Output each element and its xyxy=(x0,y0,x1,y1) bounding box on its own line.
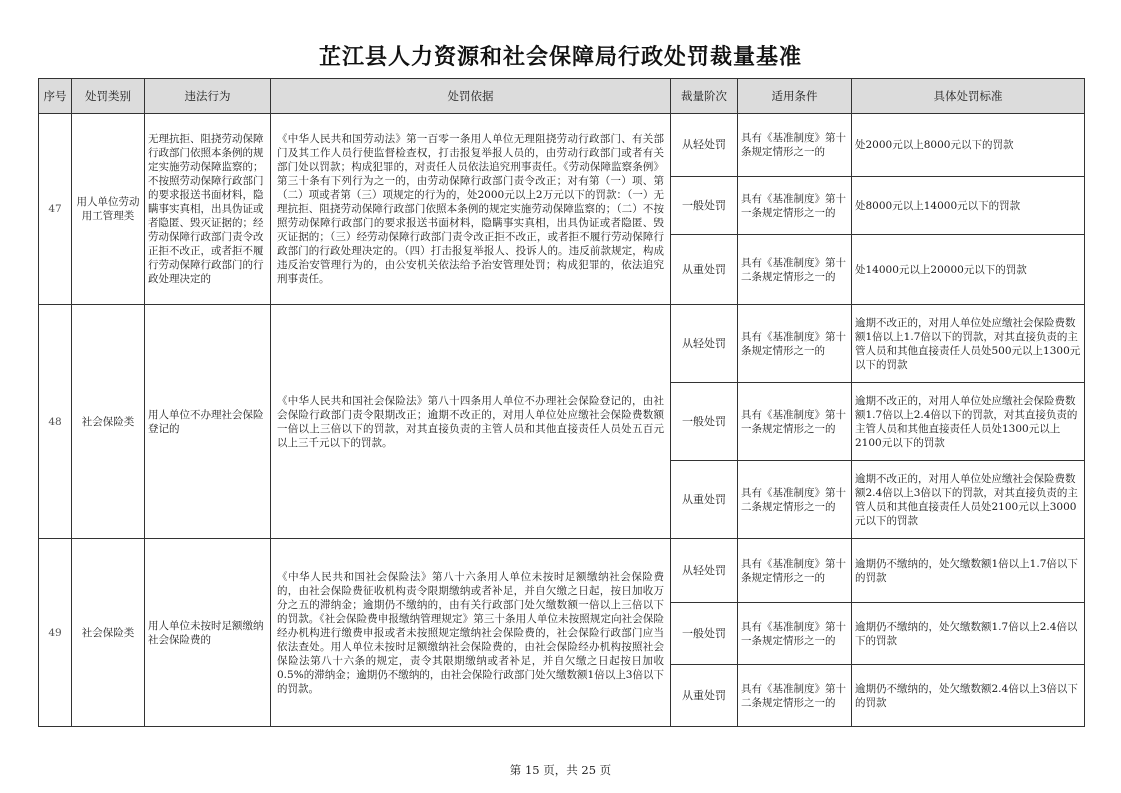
row-basis: 《中华人民共和国劳动法》第一百零一条用人单位无理阻挠劳动行政部门、有关部门及其工作人员行使监督检查权，打击报复举报人员的，由劳动行政部门或者有关部门处以罚款；构成犯罪的，对责任人员依法追究刑事责任。《劳动保障监察条例》第三十条有下列行为之一的，由劳动保障行政部门责令改正；对有第（一）项、第（二）项或者第（三）项规定的行为的，处2000元以上2万元以下的罚款：（一）无理抗拒、阻挠劳动保障行政部门依照本条例的规定实施劳动保障监察的；（二）不按照劳动保障行政部门的要求报送书面材料，隐瞒事实真相，出具伪证或者隐匿、毁灭证据的；（三）经劳动保障行政部门责令改正拒不改正，或者拒不履行劳动保障行政部门的行政处理决定的。（四）打击报复举报人、投诉人的。违反前款规定，构成违反治安管理行为的，由公安机关依法给予治安管理处罚；构成犯罪的，依法追究刑事责任。 xyxy=(271,114,671,305)
level-cell: 从重处罚 xyxy=(671,235,738,305)
row-number: 48 xyxy=(39,305,72,539)
condition-cell: 具有《基准制度》第十一条规定情形之一的 xyxy=(738,603,852,665)
condition-cell: 具有《基准制度》第十二条规定情形之一的 xyxy=(738,235,852,305)
standard-cell: 逾期仍不缴纳的，处欠缴数额1.7倍以上2.4倍以下的罚款 xyxy=(852,603,1085,665)
standard-cell: 处2000元以上8000元以下的罚款 xyxy=(852,114,1085,177)
standard-cell: 处14000元以上20000元以下的罚款 xyxy=(852,235,1085,305)
table-row xyxy=(39,114,1085,177)
table-row xyxy=(39,539,1085,603)
penalty-table xyxy=(38,78,1085,727)
level-cell: 一般处罚 xyxy=(671,603,738,665)
standard-cell: 逾期仍不缴纳的，处欠缴数额1倍以上1.7倍以下的罚款 xyxy=(852,539,1085,603)
row-number: 49 xyxy=(39,539,72,727)
header-category: 处罚类别 xyxy=(72,79,145,114)
condition-cell: 具有《基准制度》第十条规定情形之一的 xyxy=(738,539,852,603)
page-footer: 第 15 页，共 25 页 xyxy=(509,763,612,777)
header-level: 裁量阶次 xyxy=(671,79,738,114)
condition-cell: 具有《基准制度》第十二条规定情形之一的 xyxy=(738,665,852,727)
header-row xyxy=(39,79,1085,114)
level-cell: 一般处罚 xyxy=(671,383,738,461)
header-act: 违法行为 xyxy=(145,79,271,114)
level-cell: 从重处罚 xyxy=(671,461,738,539)
standard-cell: 处8000元以上14000元以下的罚款 xyxy=(852,177,1085,235)
standard-cell: 逾期不改正的，对用人单位处应缴社会保险费数额1倍以上1.7倍以下的罚款，对其直接负责的主管人员和其他直接责任人员处500元以上1300元以下的罚款 xyxy=(852,305,1085,383)
standard-cell: 逾期仍不缴纳的，处欠缴数额2.4倍以上3倍以下的罚款 xyxy=(852,665,1085,727)
level-cell: 从轻处罚 xyxy=(671,114,738,177)
table-row xyxy=(39,305,1085,383)
header-basis: 处罚依据 xyxy=(271,79,671,114)
row-number: 47 xyxy=(39,114,72,305)
condition-cell: 具有《基准制度》第十二条规定情形之一的 xyxy=(738,461,852,539)
row-category: 社会保险类 xyxy=(72,305,145,539)
header-no: 序号 xyxy=(39,79,72,114)
row-act: 用人单位不办理社会保险登记的 xyxy=(145,305,271,539)
page-title: 芷江县人力资源和社会保障局行政处罚裁量基准 xyxy=(318,45,802,70)
row-category: 社会保险类 xyxy=(72,539,145,727)
level-cell: 从轻处罚 xyxy=(671,305,738,383)
condition-cell: 具有《基准制度》第十一条规定情形之一的 xyxy=(738,383,852,461)
row-act: 无理抗拒、阻挠劳动保障行政部门依照本条例的规定实施劳动保障监察的；不按照劳动保障行政部门的要求报送书面材料，隐瞒事实真相，出具伪证或者隐匿、毁灭证据的；经劳动保障行政部门责令改正拒不改正，或者拒不履行劳动保障行政部门的行政处理决定的 xyxy=(145,114,271,305)
row-act: 用人单位未按时足额缴纳社会保险费的 xyxy=(145,539,271,727)
level-cell: 从重处罚 xyxy=(671,665,738,727)
header-standard: 具体处罚标准 xyxy=(852,79,1085,114)
header-condition: 适用条件 xyxy=(738,79,852,114)
row-basis: 《中华人民共和国社会保险法》第八十六条用人单位未按时足额缴纳社会保险费的，由社会保险费征收机构责令限期缴纳或者补足，并自欠缴之日起，按日加收万分之五的滞纳金；逾期仍不缴纳的，由有关行政部门处欠缴数额一倍以上三倍以下的罚款。《社会保险费申报缴纳管理规定》第三十条用人单位未按照规定向社会保险经办机构进行缴费申报或者未按照规定缴纳社会保险费的，社会保险行政部门应当依法查处。用人单位未按时足额缴纳社会保险费的，由社会保险经办机构按照社会保险法第八十六条的规定，责令其限期缴纳或者补足，并自欠缴之日起按日加收0.5%的滞纳金；逾期仍不缴纳的，由社会保险行政部门处欠缴数额1倍以上3倍以下的罚款。 xyxy=(271,539,671,727)
condition-cell: 具有《基准制度》第十一条规定情形之一的 xyxy=(738,177,852,235)
level-cell: 从轻处罚 xyxy=(671,539,738,603)
condition-cell: 具有《基准制度》第十条规定情形之一的 xyxy=(738,305,852,383)
condition-cell: 具有《基准制度》第十条规定情形之一的 xyxy=(738,114,852,177)
level-cell: 一般处罚 xyxy=(671,177,738,235)
standard-cell: 逾期不改正的，对用人单位处应缴社会保险费数额1.7倍以上2.4倍以下的罚款，对其直接负责的主管人员和其他直接责任人员处1300元以上2100元以下的罚款 xyxy=(852,383,1085,461)
standard-cell: 逾期不改正的，对用人单位处应缴社会保险费数额2.4倍以上3倍以下的罚款，对其直接负责的主管人员和其他直接责任人员处2100元以上3000元以下的罚款 xyxy=(852,461,1085,539)
row-basis: 《中华人民共和国社会保险法》第八十四条用人单位不办理社会保险登记的，由社会保险行政部门责令限期改正；逾期不改正的，对用人单位处应缴社会保险费数额一倍以上三倍以下的罚款，对其直接负责的主管人员和其他直接责任人员处五百元以上三千元以下的罚款。 xyxy=(271,305,671,539)
row-category: 用人单位劳动用工管理类 xyxy=(72,114,145,305)
